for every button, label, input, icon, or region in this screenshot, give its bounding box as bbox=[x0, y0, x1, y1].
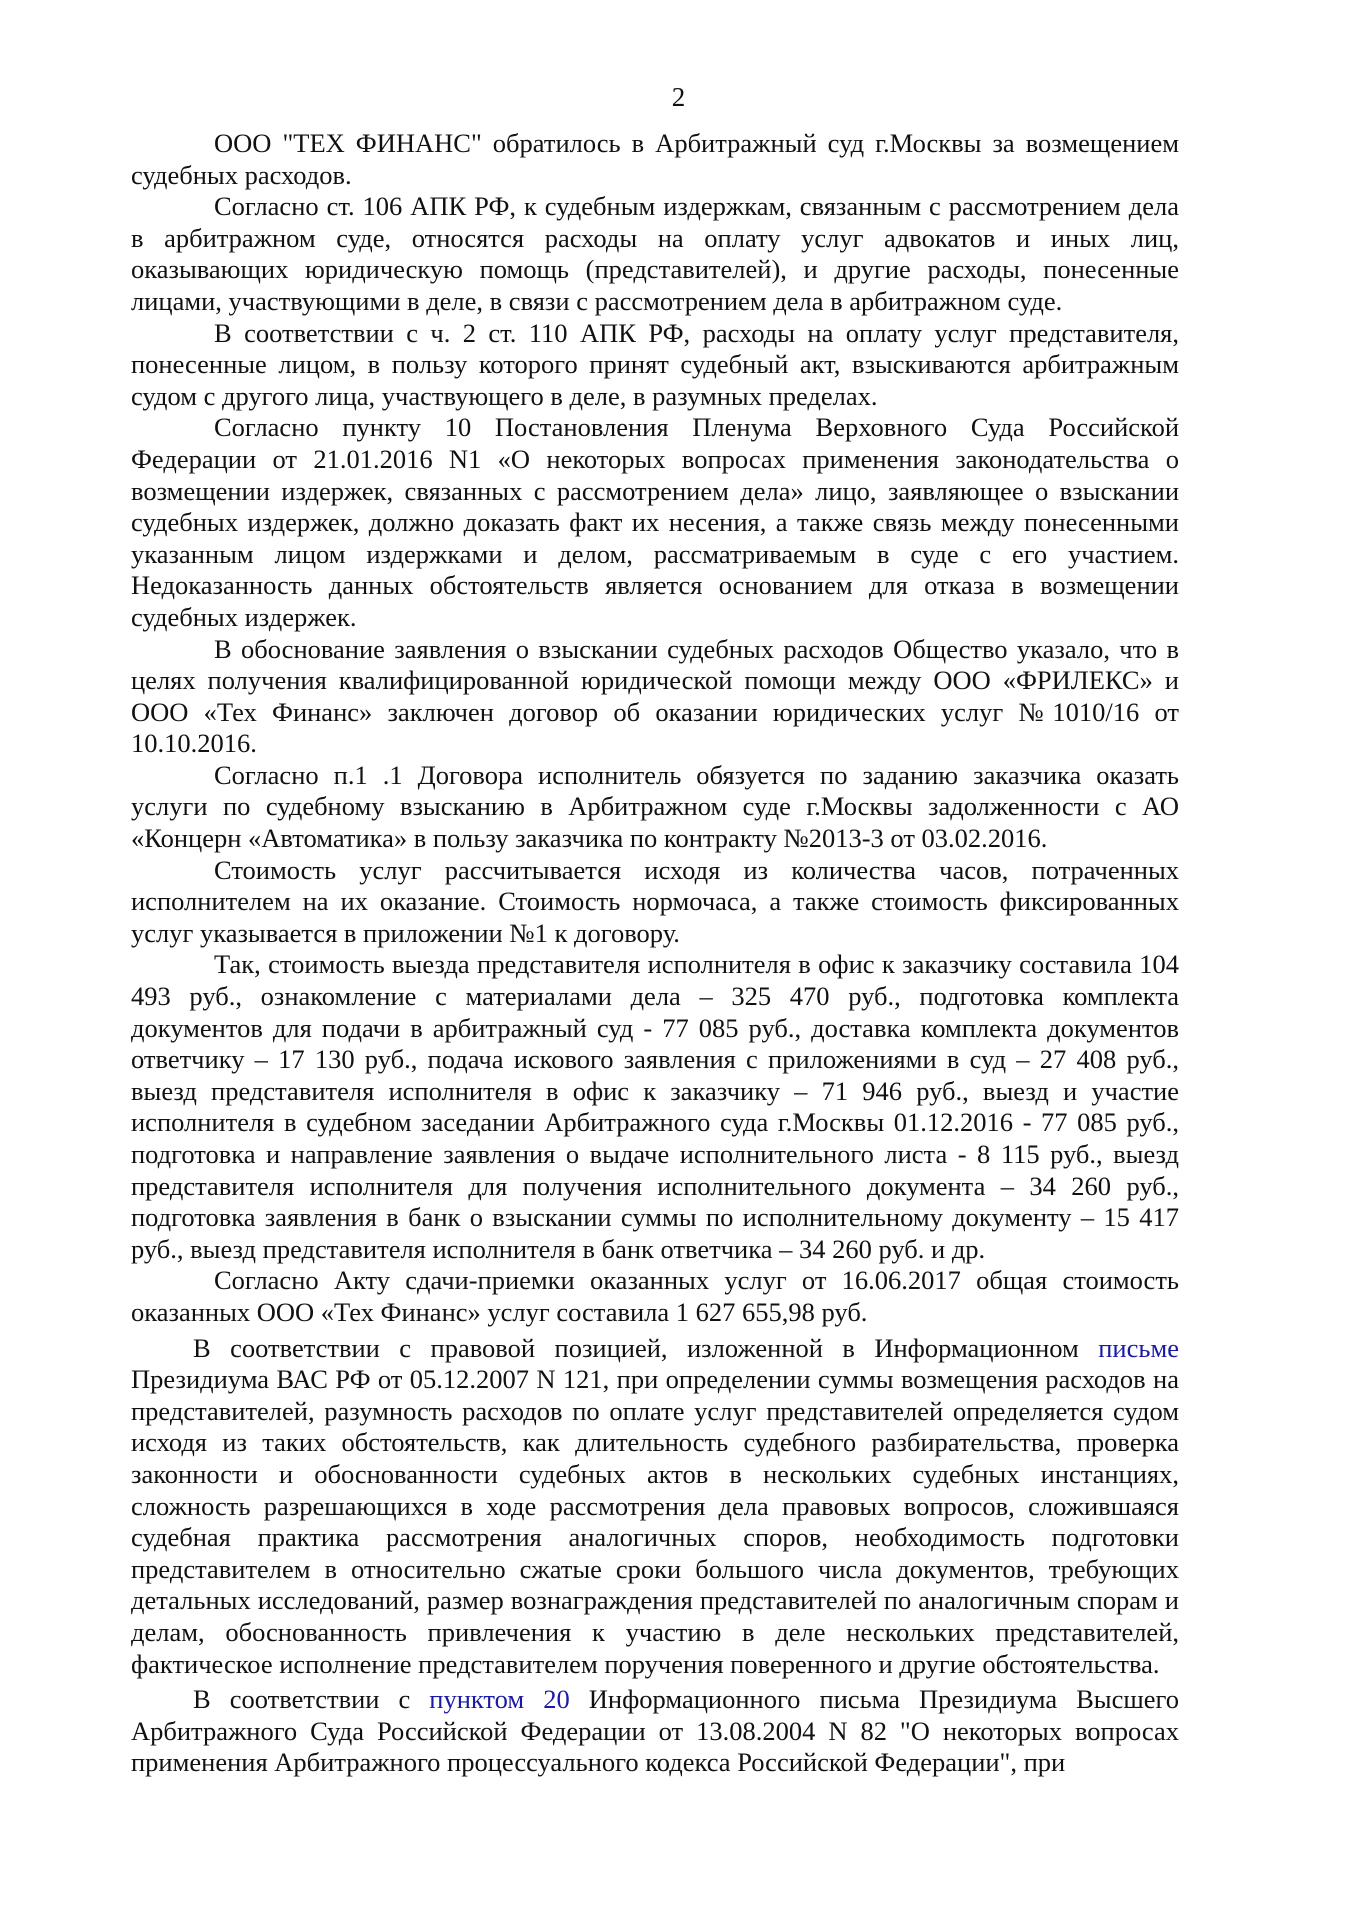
paragraph-text: В соответствии с bbox=[193, 1684, 430, 1715]
paragraph bbox=[131, 1265, 1179, 1328]
paragraph bbox=[131, 1684, 1179, 1779]
paragraph bbox=[131, 949, 1179, 1265]
paragraph bbox=[131, 634, 1179, 760]
paragraph-text: Согласно ст. 106 АПК РФ, к судебным издержкам, связанным с рассмотрением дела в арбитражном суде, относятся расходы на оплату услуг адвокатов и иных лиц, оказывающих юридическую помощь (представителей), и другие расходы, понесенные лицами, участвующими в деле, в связи с рассмотрением дела в арбитражном суде. bbox=[131, 191, 1179, 316]
paragraph-text: Согласно Акту сдачи-приемки оказанных услуг от 16.06.2017 общая стоимость оказанных ООО «Тех Финанс» услуг составила 1 627 655,98 руб. bbox=[131, 1265, 1179, 1327]
paragraph bbox=[131, 318, 1179, 413]
page-number: 2 bbox=[671, 82, 686, 112]
paragraph-text: В обоснование заявления о взыскании судебных расходов Общество указало, что в целях получения квалифицированной юридической помощи между ООО «ФРИЛЕКС» и ООО «Тех Финанс» заключен договор об оказании юридических услуг №1010/16 от 10.10.2016. bbox=[131, 633, 1179, 759]
paragraph-text: Так, стоимость выезда представителя исполнителя в офис к заказчику составила 104 493 руб., ознакомление с материалами дела – 325 470 руб., подготовка комплекта документов для подачи в арбитражный суд - 77 085 руб., доставка комплекта документов ответчику – 17 130 руб., подача искового заявления с приложениями в суд – 27 408 руб., выезд представителя исполнителя в офис к заказчику – 71 946 руб., выезд и участие исполнителя в судебном заседании Арбитражного суда г.Москвы 01.12.2016 - 77 085 руб., подготовка и направление заявления о выдаче исполнительного листа - 8 115 руб., выезд представителя исполнителя для получения исполнительного документа – 34 260 руб., подготовка заявления в банк о взыскании суммы по исполнительному документу – 15 417 руб., выезд представителя исполнителя в банк ответчика – 34 260 руб. и др. bbox=[131, 949, 1179, 1264]
paragraph bbox=[131, 412, 1179, 633]
document-body bbox=[131, 128, 1179, 1779]
reference-link[interactable]: письме bbox=[1098, 1332, 1179, 1363]
paragraph bbox=[131, 1333, 1179, 1681]
paragraph-text: Согласно п.1 .1 Договора исполнитель обязуется по заданию заказчика оказать услуги по судебному взысканию в Арбитражном суде г.Москвы задолженности с АО «Концерн «Автоматика» в пользу заказчика по контракту №2013-3 от 03.02.2016. bbox=[131, 759, 1179, 854]
paragraph bbox=[131, 128, 1179, 191]
reference-link[interactable]: пунктом 20 bbox=[429, 1684, 570, 1715]
paragraph-text: В соответствии с ч. 2 ст. 110 АПК РФ, расходы на оплату услуг представителя, понесенные лицом, в пользу которого принят судебный акт, взыскиваются арбитражным судом с другого лица, участвующего в деле, в разумных пределах. bbox=[131, 317, 1179, 411]
paragraph-text: Согласно пункту 10 Постановления Пленума Верховного Суда Российской Федерации от 21.01.2016 N1 «О некоторых вопросах применения законодательства о возмещении издержек, связанных с рассмотрением дела» лицо, заявляющее о взыскании судебных издержек, должно доказать факт их несения, а также связь между понесенными указанным лицом издержками и делом, рассматриваемым в суде с его участием. Недоказанность данных обстоятельств является основанием для отказа в возмещении судебных издержек. bbox=[131, 412, 1179, 632]
paragraph bbox=[131, 760, 1179, 855]
paragraph-text: Информационного письма Президиума Высшего Арбитражного Суда Российской Федерации от 13.08.2004 N 82 "О некоторых вопросах применения Арбитражного процессуального кодекса Российской Федерации", при bbox=[131, 1684, 1179, 1778]
paragraph-text: Президиума ВАС РФ от 05.12.2007 N 121, при определении суммы возмещения расходов на представителей, разумность расходов по оплате услуг представителей определяется судом исходя из таких обстоятельств, как длительность судебного разбирательства, проверка законности и обоснованности судебных актов в нескольких судебных инстанциях, сложность разрешающихся в ходе рассмотрения дела правовых вопросов, сложившаяся судебная практика рассмотрения аналогичных споров, необходимость подготовки представителем в относительно сжатые сроки большого числа документов, требующих детальных исследований, размер вознаграждения представителей по аналогичным спорам и делам, обоснованность привлечения к участию в деле нескольких представителей, фактическое исполнение представителем поручения поверенного и другие обстоятельства. bbox=[131, 1364, 1179, 1679]
paragraph bbox=[131, 191, 1179, 317]
paragraph-text: В соответствии с правовой позицией, изложенной в Информационном bbox=[193, 1332, 1099, 1363]
paragraph bbox=[131, 855, 1179, 950]
paragraph-text: Стоимость услуг рассчитывается исходя из количества часов, потраченных исполнителем на их оказание. Стоимость нормочаса, а также стоимость фиксированных услуг указывается в приложении №1 к договору. bbox=[131, 854, 1179, 948]
paragraph-text: ООО "ТЕХ ФИНАНС" обратилось в Арбитражный суд г.Москвы за возмещением судебных расходов. bbox=[131, 128, 1179, 190]
